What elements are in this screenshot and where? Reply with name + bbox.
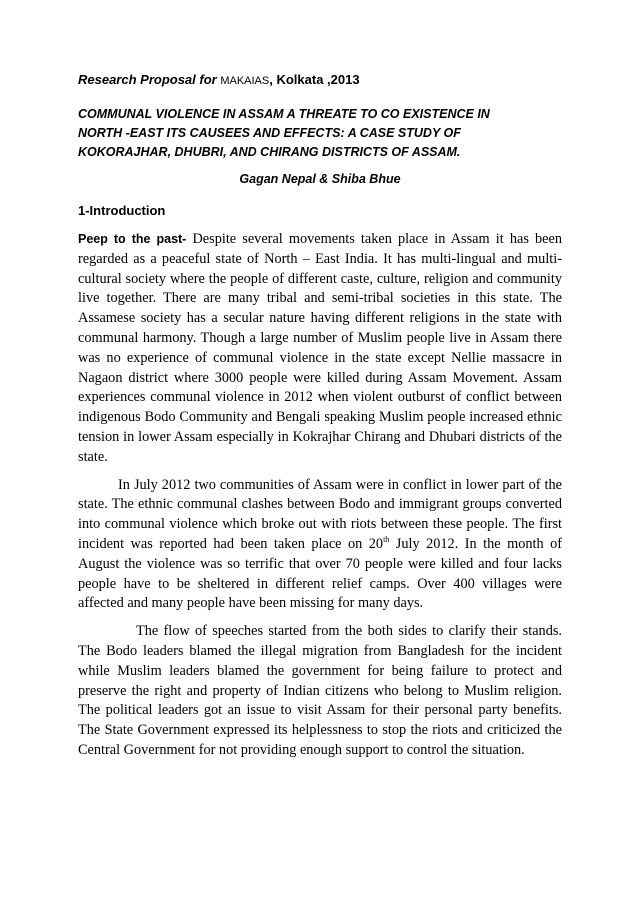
- paragraph-3: The flow of speeches started from the both sides to clarify their stands. The Bodo leaders blamed the illegal migration from Bangladesh for the incident while Muslim leaders blamed the government for being failure to protect and preserve the right and property of Indian citizens who belong to Muslim religion. The political leaders got an issue to visit Assam for their personal party benefits. The State Government expressed its helplessness to stop the riots and criticized the Central Government for not providing enough support to control the situation.: [78, 623, 562, 758]
- paragraph-2-after: July 2012. In the month of August the violence was so terrific that over 70 people were killed and four lacks people have to be sheltered in different relief camps. Over 400 villages were affected and many people have been missing for many days.: [78, 535, 562, 612]
- authors: Gagan Nepal & Shiba Bhue: [239, 172, 401, 186]
- paragraph-1-text: Despite several movements taken place in Assam it has been regarded as a peaceful state of North – East India. It has multi-lingual and multi-cultural society where the people of different caste, culture, religion and community live together. There are many tribal and semi-tribal societies in this state. The Assamese society has a secular nature having different religions in the state with communal harmony. Though a large number of Muslim people live in Assam there was no experience of communal violence in the state except Nellie massacre in Nagaon district where 3000 people were killed during Assam Movement. Assam experiences communal violence in 2012 when violent outburst of conflict between indigenous Bodo Community and Bengali speaking Muslim people increased ethnic tension in lower Assam especially in Kokrajhar Chirang and Dhubari districts of the state.: [78, 231, 562, 465]
- paragraph-2-superscript: th: [383, 535, 390, 545]
- paragraph-2-before: In July 2012 two communities of Assam were in conflict in lower part of the state. The ethnic communal clashes between Bodo and immigrant groups converted into communal violence which broke out with riots between these people. The first incident was reported had been taken place on 20: [78, 476, 562, 552]
- proposal-prefix: Research Proposal for: [78, 72, 221, 87]
- title-line-1: COMMUNAL VIOLENCE IN ASSAM A THREATE TO CO EXISTENCE IN: [78, 107, 490, 121]
- document-title: [78, 105, 562, 162]
- proposal-suffix: , Kolkata ,2013: [269, 72, 360, 87]
- title-line-3: KOKORAJHAR, DHUBRI, AND CHIRANG DISTRICTS OF ASSAM.: [78, 145, 461, 159]
- proposal-org: MAKAIAS: [220, 75, 270, 87]
- document-page: [78, 70, 562, 769]
- paragraph-introduction: [78, 230, 562, 468]
- section-heading: 1-Introduction: [78, 203, 166, 218]
- title-line-2: NORTH -EAST ITS CAUSEES AND EFFECTS: A CASE STUDY OF: [78, 126, 461, 140]
- paragraph-lead: Peep to the past-: [78, 232, 187, 246]
- paragraph-2: [78, 476, 562, 615]
- proposal-line: [78, 70, 562, 91]
